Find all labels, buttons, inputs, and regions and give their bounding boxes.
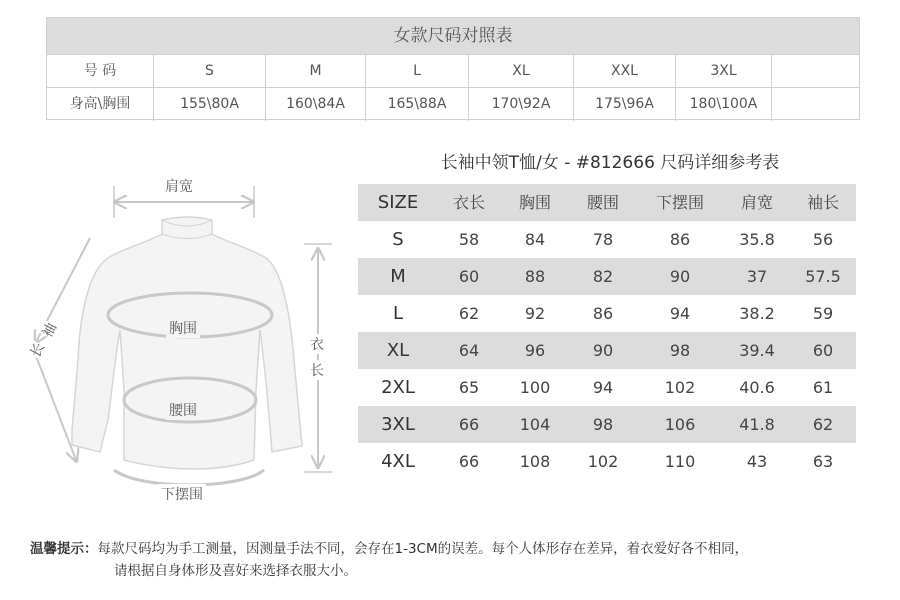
ref-cell: XL (469, 55, 574, 87)
reference-row-size (47, 55, 859, 88)
table-cell: 84 (524, 230, 546, 249)
table-row (358, 295, 856, 332)
table-cell: 82 (592, 267, 614, 286)
sleeve-label-2: 长 (25, 339, 49, 361)
table-header-cell: 胸围 (518, 193, 551, 212)
table-cell: 108 (519, 452, 551, 471)
hem-label: 下摆围 (158, 484, 206, 504)
table-cell: 98 (592, 415, 614, 434)
size-cell: 4XL (381, 451, 415, 472)
table-cell: 66 (458, 452, 480, 471)
waist-label: 腰围 (166, 400, 200, 420)
ref-cell: XXL (574, 55, 676, 87)
ref-cell: 165\88A (366, 88, 469, 121)
reference-table-title: 女款尺码对照表 (47, 18, 859, 55)
warm-tip (30, 538, 880, 582)
table-row (358, 443, 856, 480)
table-cell: 65 (458, 378, 480, 397)
length-label-2: 长 (310, 360, 324, 380)
table-cell: 94 (592, 378, 614, 397)
ref-cell: 175\96A (574, 88, 676, 121)
table-cell: 39.4 (739, 341, 775, 360)
table-cell: 78 (592, 230, 614, 249)
tip-line-1: 每款尺码均为手工测量，因测量手法不同，会存在1-3CM的误差。每个人体形存在差异，着衣爱好各不相同， (97, 541, 749, 557)
shirt-icon (20, 170, 350, 510)
size-cell: 3XL (381, 414, 415, 435)
ref-cell: 号 码 (47, 55, 154, 87)
ref-cell: M (266, 55, 366, 87)
table-header-cell: 袖长 (806, 193, 839, 212)
size-cell: 2XL (381, 377, 415, 398)
ref-cell: 180\100A (676, 88, 772, 121)
table-cell: 106 (664, 415, 696, 434)
ref-cell: S (154, 55, 266, 87)
table-cell: 66 (458, 415, 480, 434)
shoulder-label: 肩宽 (165, 179, 193, 195)
table-cell: 56 (812, 230, 834, 249)
table-cell: 38.2 (739, 304, 775, 323)
table-cell: 102 (664, 378, 696, 397)
detail-table-title: 长袖中领T恤/女 - #812666 尺码详细参考表 (440, 153, 780, 173)
table-row (358, 406, 856, 443)
shirt-measurement-illustration (20, 170, 350, 510)
table-cell: 60 (458, 267, 480, 286)
reference-row-height-chest (47, 88, 859, 121)
table-cell: 90 (592, 341, 614, 360)
size-cell: XL (386, 340, 410, 361)
chest-label: 胸围 (166, 318, 200, 338)
table-cell: 40.6 (739, 378, 775, 397)
table-cell: 94 (669, 304, 691, 323)
table-cell: 86 (592, 304, 614, 323)
table-row (358, 369, 856, 406)
table-cell: 62 (458, 304, 480, 323)
ref-cell (772, 88, 859, 121)
table-cell: 41.8 (739, 415, 775, 434)
length-label-1: 衣 (310, 334, 324, 354)
table-header-cell: 衣长 (452, 193, 485, 212)
tip-label: 温馨提示： (30, 541, 98, 557)
table-cell: 96 (524, 341, 546, 360)
tip-line-2: 请根据自身体形及喜好来选择衣服大小。 (114, 563, 357, 579)
table-cell: 43 (746, 452, 768, 471)
table-header-cell: 肩宽 (740, 193, 773, 212)
table-row (358, 221, 856, 258)
table-cell: 37 (746, 267, 768, 286)
table-cell: 60 (812, 341, 834, 360)
table-cell: 100 (519, 378, 551, 397)
table-header-cell: 腰围 (586, 193, 619, 212)
table-row (358, 332, 856, 369)
table-cell: 104 (519, 415, 551, 434)
ref-cell: 155\80A (154, 88, 266, 121)
sleeve-label-1: 袖 (37, 319, 61, 341)
table-cell: 59 (812, 304, 834, 323)
size-cell: S (392, 229, 404, 250)
table-cell: 88 (524, 267, 546, 286)
ref-cell: 170\92A (469, 88, 574, 121)
ref-cell: 身高\胸围 (47, 88, 154, 121)
table-cell: 35.8 (739, 230, 775, 249)
table-cell: 102 (587, 452, 619, 471)
table-cell: 90 (669, 267, 691, 286)
table-header-row (358, 184, 856, 221)
table-cell: 64 (458, 341, 480, 360)
size-cell: L (392, 303, 404, 324)
table-cell: 57.5 (805, 267, 841, 286)
ref-cell: 3XL (676, 55, 772, 87)
table-cell: 110 (664, 452, 696, 471)
table-cell: 58 (458, 230, 480, 249)
table-cell: 92 (524, 304, 546, 323)
size-reference-table (46, 17, 860, 120)
table-cell: 62 (812, 415, 834, 434)
size-cell: M (390, 266, 406, 287)
ref-cell: L (366, 55, 469, 87)
ref-cell (772, 55, 859, 87)
table-header-cell: 下摆围 (655, 193, 704, 212)
table-cell: 86 (669, 230, 691, 249)
table-cell: 63 (812, 452, 834, 471)
table-cell: 61 (812, 378, 834, 397)
size-detail-table (358, 184, 856, 480)
table-header-cell: SIZE (377, 192, 419, 213)
ref-cell: 160\84A (266, 88, 366, 121)
table-cell: 98 (669, 341, 691, 360)
table-row (358, 258, 856, 295)
